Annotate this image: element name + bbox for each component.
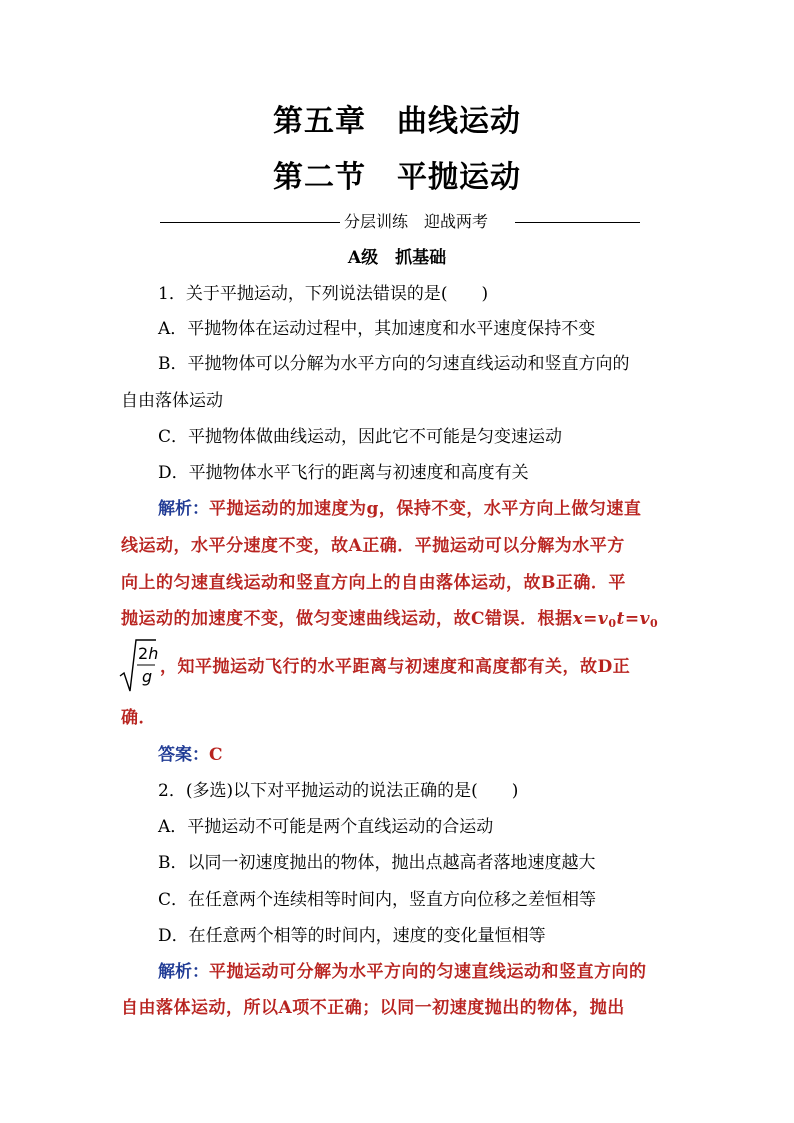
q2-option-a: A．平抛运动不可能是两个直线运动的合运动 (158, 817, 494, 837)
q2-analysis-text-1: 平抛运动可分解为水平方向的匀速直线运动和竖直方向的 (209, 962, 647, 982)
numerator-h: h (148, 644, 159, 663)
q1-option-d: D．平抛物体水平飞行的距离与初速度和高度有关 (158, 463, 529, 483)
numerator-2: 2 (138, 644, 149, 663)
q1-analysis-line-6: 确． (121, 708, 156, 728)
q1-analysis-text-1: 平抛运动的加速度为g，保持不变，水平方向上做匀速直 (209, 499, 642, 519)
level-heading: A级 抓基础 (347, 248, 447, 268)
q1-option-b: B．平抛物体可以分解为水平方向的匀速直线运动和竖直方向的 (158, 354, 630, 374)
q1-stem: 1．关于平抛运动，下列说法错误的是( ) (158, 284, 489, 304)
q1-option-b-cont: 自由落体运动 (121, 391, 223, 411)
divider-text: 分层训练 迎战两考 (344, 212, 489, 231)
q1-answer-value: C (209, 745, 223, 765)
q2-option-b: B．以同一初速度抛出的物体，抛出点越高者落地速度越大 (158, 853, 596, 873)
chapter-title: 第五章 曲线运动 (273, 104, 521, 139)
q1-analysis-line-4 (121, 607, 681, 636)
q1-analysis-line-1 (158, 497, 718, 521)
q1-analysis-label: 解析： (158, 499, 209, 519)
section-divider (160, 211, 640, 233)
divider-line-left (160, 222, 340, 223)
q1-answer (158, 743, 718, 767)
q2-analysis-label: 解析： (158, 962, 209, 982)
formula-text: $x=v_0t=v_0$ (572, 609, 659, 630)
q1-option-c: C．平抛物体做曲线运动，因此它不可能是匀变速运动 (158, 427, 563, 447)
sqrt-fraction (118, 636, 159, 694)
q2-analysis-line-1 (158, 960, 718, 984)
q1-analysis-line-3: 向上的匀速直线运动和竖直方向上的自由落体运动，故B正确．平 (121, 573, 626, 593)
q2-option-d: D．在任意两个相等的时间内，速度的变化量恒相等 (158, 926, 546, 946)
q1-analysis-text-4: 抛运动的加速度不变，做匀变速曲线运动，故C错误．根据 (121, 609, 573, 629)
q1-option-a: A．平抛物体在运动过程中，其加速度和水平速度保持不变 (158, 319, 596, 339)
fraction-denominator: g (142, 667, 153, 686)
q1-answer-label: 答案： (158, 745, 209, 765)
section-title: 第二节 平抛运动 (273, 160, 521, 195)
q2-analysis-line-2: 自由落体运动，所以A项不正确；以同一初速度抛出的物体，抛出 (121, 998, 625, 1018)
q2-option-c: C．在任意两个连续相等时间内，竖直方向位移之差恒相等 (158, 890, 597, 910)
q1-analysis-line-2: 线运动，水平分速度不变，故A正确．平抛运动可以分解为水平方 (121, 536, 625, 556)
fraction-numerator (138, 644, 158, 663)
q2-stem: 2．(多选)以下对平抛运动的说法正确的是( ) (158, 781, 519, 801)
q1-formula (573, 609, 659, 629)
q1-analysis-line-5: ，知平抛运动飞行的水平距离与初速度和高度都有关，故D正 (160, 657, 631, 677)
divider-line-right (515, 222, 640, 223)
